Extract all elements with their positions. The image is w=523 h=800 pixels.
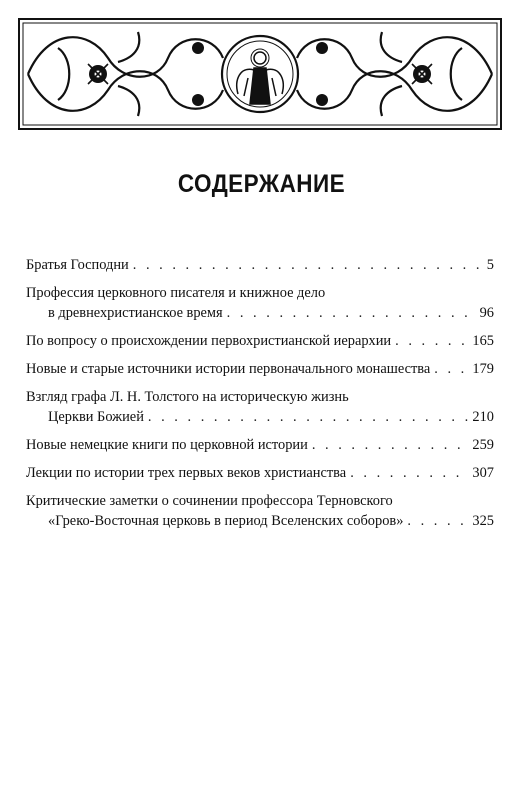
ornament-frame-icon xyxy=(18,18,502,130)
dot-leader xyxy=(350,463,468,483)
header-ornament xyxy=(18,18,502,130)
toc-entry-title: в древнехристианское время xyxy=(48,305,223,321)
toc-entry-title: Взгляд графа Л. Н. Толстого на историческую жизнь xyxy=(26,389,349,405)
toc-page-number: 259 xyxy=(472,437,494,453)
toc-page-number: 165 xyxy=(472,333,494,349)
dot-leader xyxy=(395,331,468,351)
dot-leader xyxy=(133,255,483,275)
dot-leader xyxy=(407,511,468,531)
toc-page-number: 325 xyxy=(472,513,494,529)
toc-page-number: 210 xyxy=(472,409,494,425)
toc-entry[interactable] xyxy=(26,491,494,531)
dot-leader xyxy=(227,303,476,323)
toc-entry-title: Братья Господни xyxy=(26,257,129,273)
toc-entry[interactable] xyxy=(26,283,494,323)
toc-entry-title: Церкви Божией xyxy=(48,409,144,425)
toc-entry[interactable] xyxy=(26,359,494,379)
toc-entry-title: Лекции по истории трех первых веков христианства xyxy=(26,465,347,481)
toc-entry-title: «Греко-Восточная церковь в период Вселенских соборов» xyxy=(48,513,404,529)
toc-entry[interactable] xyxy=(26,387,494,427)
toc-entry-title: Новые немецкие книги по церковной истории xyxy=(26,437,308,453)
table-of-contents xyxy=(26,255,494,539)
toc-entry[interactable] xyxy=(26,435,494,455)
toc-entry[interactable] xyxy=(26,463,494,483)
toc-entry-title: Профессия церковного писателя и книжное дело xyxy=(26,285,326,301)
toc-page-number: 5 xyxy=(486,257,494,273)
toc-entry-title: По вопросу о происхождении первохристианской иерархии xyxy=(26,333,392,349)
toc-page-number: 96 xyxy=(479,305,494,321)
toc-entry-title: Критические заметки о сочинении профессора Терновского xyxy=(26,493,393,509)
toc-entry[interactable] xyxy=(26,255,494,275)
toc-entry-title: Новые и старые источники истории первоначального монашества xyxy=(26,361,431,377)
dot-leader xyxy=(312,435,469,455)
dot-leader xyxy=(148,407,469,427)
page-title: СОДЕРЖАНИЕ xyxy=(177,170,346,198)
toc-page-number: 307 xyxy=(472,465,494,481)
toc-entry[interactable] xyxy=(26,331,494,351)
dot-leader xyxy=(434,359,468,379)
toc-page-number: 179 xyxy=(472,361,494,377)
